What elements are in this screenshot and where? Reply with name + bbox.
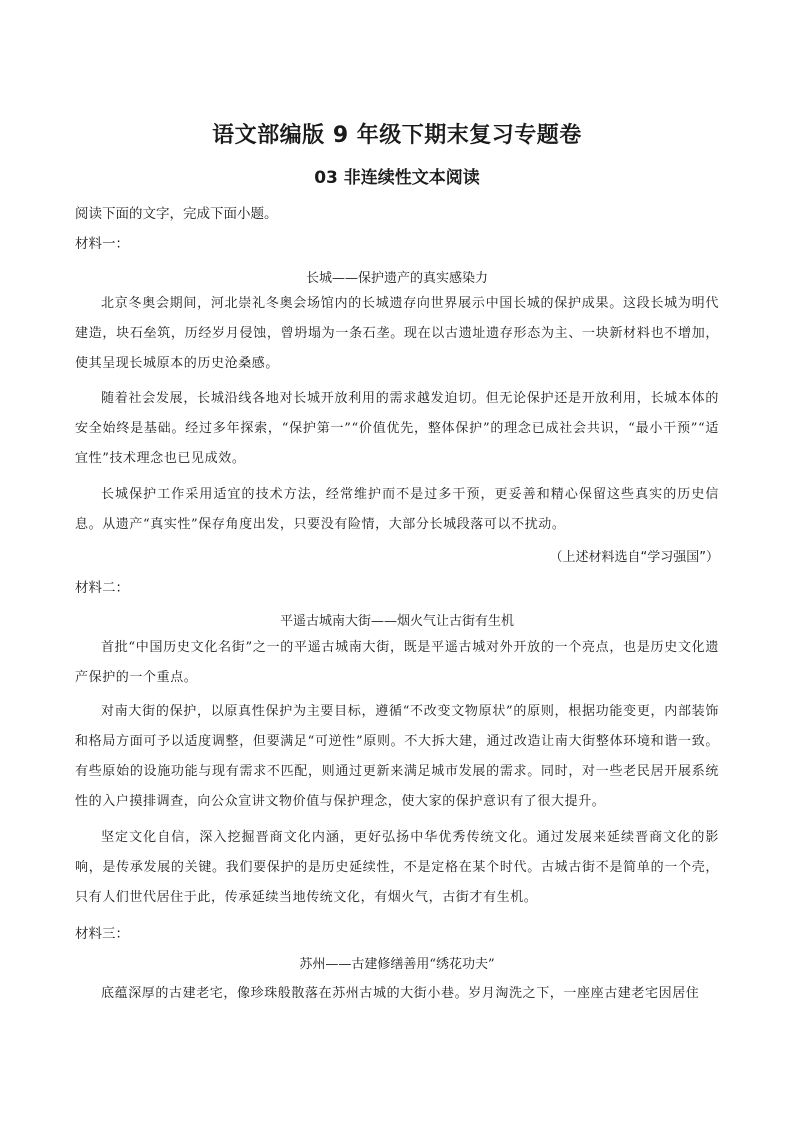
material-2-paragraph: 坚定文化自信，深入挖掘晋商文化内涵，更好弘扬中华优秀传统文化。通过发展来延续晋商文化的影响，是传承发展的关键。我们要保护的是历史延续性，不是定格在某个时代。古城古街不是简单的一个壳，只有人们世代居住于此，传承延续当地传统文化，有烟火气，古街才有生机。 [75, 830, 719, 905]
material-1-paragraph: 长城保护工作采用适宜的技术方法，经常维护而不是过多干预，更妥善和精心保留这些真实的历史信息。从遗产“真实性”保存角度出发，只要没有险情，大部分长城段落可以不扰动。 [75, 487, 719, 532]
material-2-label: 材料二： [75, 580, 129, 596]
material-2-paragraph: 首批“中国历史文化名街”之一的平遥古城南大街，既是平遥古城对外开放的一个亮点，也是历史文化遗产保护的一个重点。 [75, 640, 719, 685]
material-1-heading: 长城——保护遗产的真实感染力 [305, 271, 488, 286]
material-1-label: 材料一： [75, 236, 129, 252]
material-3-heading: 苏州——古建修缮善用“绣花功夫” [299, 957, 495, 972]
document-title: 语文部编版 9 年级下期末复习专题卷 [212, 123, 582, 148]
material-1-source: （上述材料选自“学习强国”） [549, 550, 719, 565]
reading-instruction: 阅读下面的文字，完成下面小题。 [75, 206, 278, 222]
material-1-paragraph: 北京冬奥会期间，河北崇礼冬奥会场馆内的长城遗存向世界展示中国长城的保护成果。这段长城为明代建造，块石垒筑，历经岁月侵蚀，曾坍塌为一条石垄。现在以古遗址遗存形态为主、一块新材料也不增加，使其呈现长城原本的历史沧桑感。 [75, 296, 719, 371]
material-3-label: 材料三： [75, 926, 129, 942]
material-2-heading: 平遥古城南大街——烟火气让古街有生机 [279, 614, 514, 629]
document-subtitle: 03 非连续性文本阅读 [314, 168, 480, 188]
material-2-paragraph: 对南大街的保护，以原真性保护为主要目标，遵循“不改变文物原状”的原则，根据功能变更，内部装饰和格局方面可予以适度调整，但要满足“可逆性”原则。不大拆大建，通过改造让南大街整体环境和谐一致。有些原始的设施功能与现有需求不匹配，则通过更新来满足城市发展的需求。同时，对一些老民居开展系统性的入户摸排调查，向公众宣讲文物价值与保护理念，使大家的保护意识有了很大提升。 [75, 704, 719, 809]
material-3-paragraph: 底蕴深厚的古建老宅，像珍珠般散落在苏州古城的大街小巷。岁月淘洗之下，一座座古建老宅因居住 [101, 986, 700, 1001]
material-1-paragraph: 随着社会发展，长城沿线各地对长城开放利用的需求越发迫切。但无论保护还是开放利用，长城本体的安全始终是基础。经过多年探索，“保护第一”“价值优先，整体保护”的理念已成社会共识，“最小干预”“适宜性”技术理念也已见成效。 [75, 391, 719, 466]
